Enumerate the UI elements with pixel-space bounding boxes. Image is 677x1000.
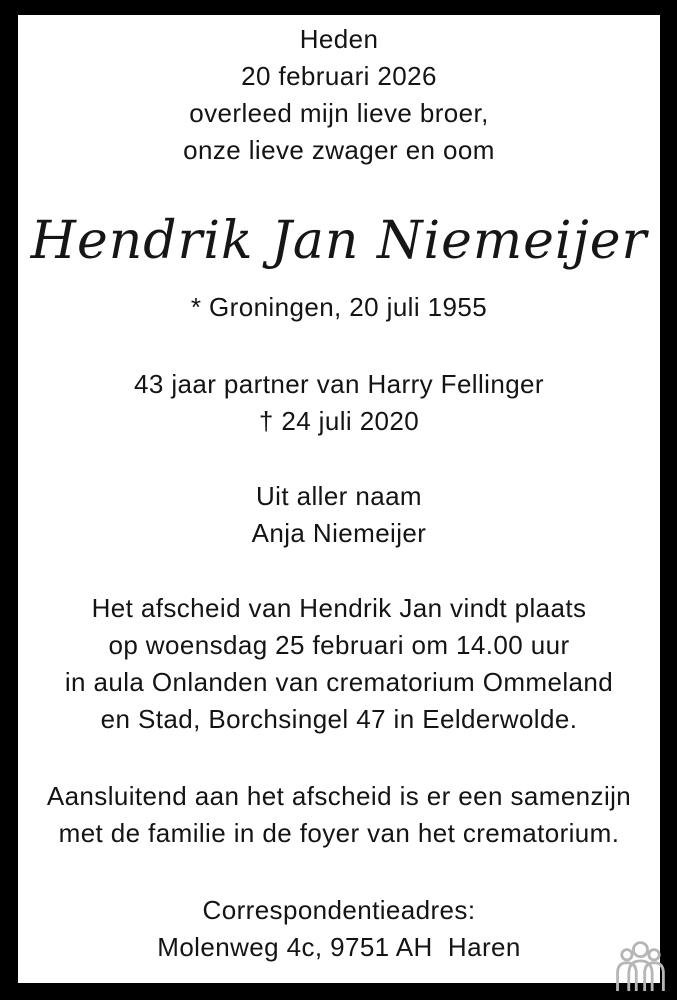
from-all-section: [18, 478, 660, 552]
name-section: [18, 205, 660, 277]
service-line: Het afscheid van Hendrik Jan vindt plaats: [91, 593, 587, 623]
intro-line: overleed mijn lieve broer,: [189, 98, 489, 128]
notice-paper: [18, 15, 660, 983]
family-silhouette-icon: [611, 941, 669, 996]
intro-line: Heden: [299, 24, 379, 54]
service-section: [18, 590, 660, 738]
service-line: op woensdag 25 februari om 14.00 uur: [108, 630, 570, 660]
signatory-name: Anja Niemeijer: [251, 518, 427, 548]
death-date-line: 20 februari 2026: [241, 61, 437, 91]
intro-line: onze lieve zwager en oom: [183, 135, 495, 165]
correspondence-section: [18, 892, 660, 966]
correspondence-label: Correspondentieadres:: [202, 895, 476, 925]
gathering-line: Aansluitend aan het afscheid is er een samenzijn: [46, 781, 632, 811]
service-line: en Stad, Borchsingel 47 in Eelderwolde.: [100, 704, 578, 734]
birth-line: * Groningen, 20 juli 1955: [190, 292, 488, 322]
gathering-section: [18, 778, 660, 852]
correspondence-address: Molenweg 4c, 9751 AH Haren: [157, 932, 521, 962]
partner-line: 43 jaar partner van Harry Fellinger: [134, 369, 544, 399]
gathering-line: met de familie in de foyer van het crematorium.: [58, 818, 620, 848]
from-all-label: Uit aller naam: [256, 481, 422, 511]
intro-section: [18, 15, 660, 169]
partner-death-line: † 24 juli 2020: [258, 406, 420, 436]
partner-section: [18, 366, 660, 440]
service-line: in aula Onlanden van crematorium Ommeland: [64, 667, 614, 697]
birth-section: [18, 289, 660, 326]
deceased-name: Hendrik Jan Niemeijer: [30, 211, 648, 271]
